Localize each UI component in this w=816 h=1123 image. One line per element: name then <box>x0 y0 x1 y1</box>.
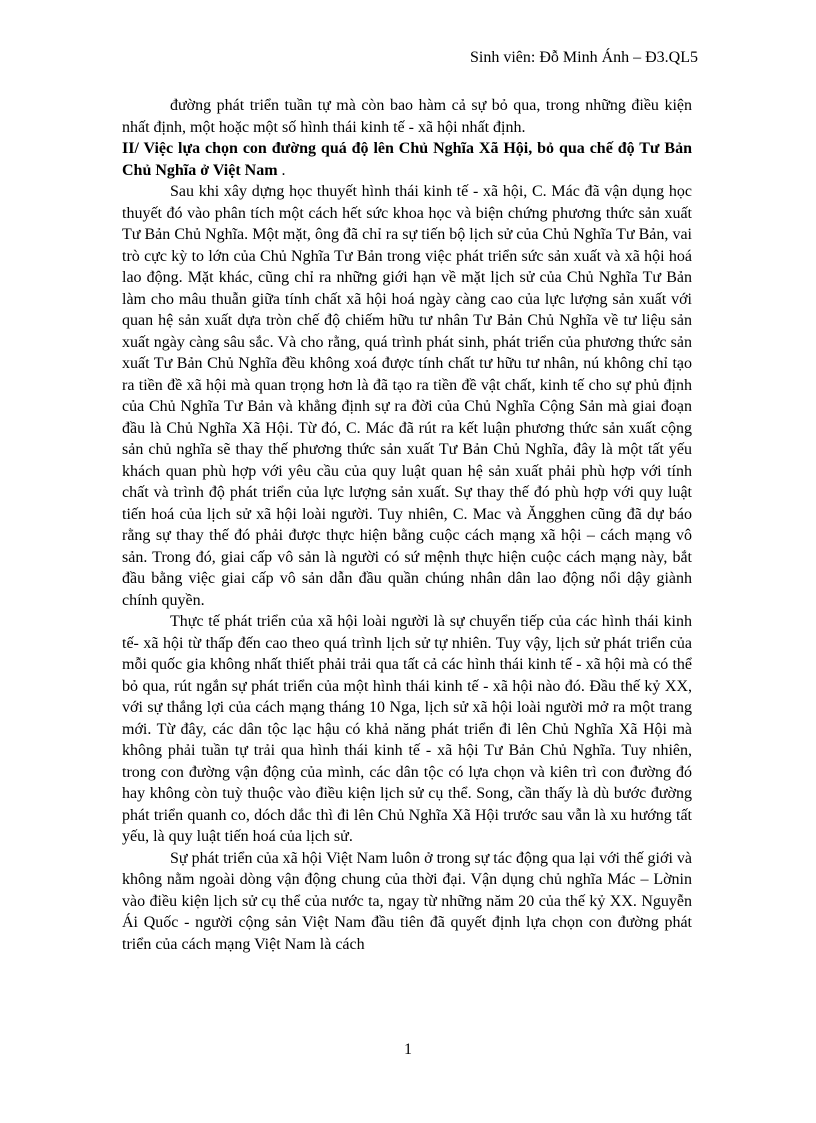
section-heading <box>122 138 692 181</box>
page-number: 1 <box>404 1041 412 1058</box>
intro-paragraph: đường phát triển tuần tự mà còn bao hàm cả sự bỏ qua, trong những điều kiện nhất định, một hoặc một số hình thái kinh tế - xã hội nhất định. <box>122 97 692 136</box>
document-body <box>122 95 692 955</box>
student-name-line: Sinh viên: Đỗ Minh Ánh – Đ3.QL5 <box>470 49 698 66</box>
body-paragraph-3: Sự phát triển của xã hội Việt Nam luôn ở trong sự tác động qua lại với thế giới và không nằm ngoài dòng vận động chung của thời đại. Vận dụng chủ nghĩa Mác – Lờnin vào điều kiện lịch sử cụ thể của nước ta, ngay từ những năm 20 của thế kỷ XX. Nguyễn Ái Quốc - người cộng sản Việt Nam đầu tiên đã quyết định lựa chọn con đường phát triển của cách mạng Việt Nam là cách <box>122 849 692 953</box>
section-heading-text: II/ Việc lựa chọn con đường quá độ lên Chủ Nghĩa Xã Hội, bỏ qua chế độ Tư Bản Chủ Nghĩa ở Việt Nam <box>122 140 692 179</box>
section-heading-tail: . <box>277 161 286 179</box>
page-header <box>470 48 698 68</box>
body-paragraph-1: Sau khi xây dựng học thuyết hình thái kinh tế - xã hội, C. Mác đã vận dụng học thuyết đó vào phân tích một cách hết sức khoa học và biện chứng phương thức sản xuất Tư Bản Chủ Nghĩa. Một mặt, ông đã chỉ ra sự tiến bộ lịch sử của Chủ Nghĩa Tư Bản, vai trò cực kỳ to lớn của Chủ Nghĩa Tư Bản trong việc phát triển sức sản xuất và xã hội hoá lao động. Mặt khác, cũng chỉ ra những giới hạn về mặt lịch sử của Chủ Nghĩa Tư Bản làm cho mâu thuẫn giữa tính chất xã hội hoá ngày càng cao của lực lượng sản xuất với quan hệ sản xuất dựa tròn chế độ chiếm hữu tư nhân Tư Bản Chủ Nghĩa về tư liệu sản xuất ngày càng sâu sắc. Và cho rằng, quá trình phát sinh, phát triển của phương thức sản xuất Tư Bản Chủ Nghĩa đều không xoá được tính chất tư hữu tư nhân, nú không chỉ tạo ra tiền đề xã hội mà quan trọng hơn là đã tạo ra tiền đề vật chất, kinh tế cho sự phủ định của Chủ Nghĩa Tư Bản và khẳng định sự ra đời của Chủ Nghĩa Cộng Sản mà giai đoạn đầu là Chủ Nghĩa Xã Hội. Từ đó, C. Mác đã rút ra kết luận phương thức sản xuất cộng sản chủ nghĩa sẽ thay thế phương thức sản xuất Tư Bản Chủ Nghĩa, đây là một tất yếu khách quan phù hợp với yêu cầu của quy luật quan hệ sản xuất phải phù hợp với tính chất và trình độ phát triển của lực lượng sản xuất. Sự thay thế đó phù hợp với quy luật tiến hoá của lịch sử xã hội loài người. Tuy nhiên, C. Mac và Ăngghen cũng đã dự báo rằng sự thay thế đó phải được thực hiện bằng cuộc cách mạng xã hội – cách mạng vô sản. Trong đó, giai cấp vô sản là người có sứ mệnh thực hiện cuộc cách mạng này, bắt đầu bằng việc giai cấp vô sản dẫn đầu quần chúng nhân dân lao động nổi dậy giành chính quyền. <box>122 183 692 609</box>
body-paragraph-2: Thực tế phát triển của xã hội loài người là sự chuyển tiếp của các hình thái kinh tế- xã hội từ thấp đến cao theo quá trình lịch sử tự nhiên. Tuy vậy, lịch sử phát triển của mỗi quốc gia không nhất thiết phải trải qua tất cả các hình thái kinh tế - xã hội mà có thể bỏ qua, rút ngắn sự phát triển của một hình thái kinh tế - xã hội nào đó. Đầu thế kỷ XX, với sự thắng lợi của cách mạng tháng 10 Nga, lịch sử xã hội loài người mở ra một trang mới. Từ đây, các dân tộc lạc hậu có khả năng phát triển đi lên Chủ Nghĩa Xã Hội mà không phải tuần tự trải qua hình thái kinh tế - xã hội Tư Bản Chủ Nghĩa. Tuy nhiên, trong con đường vận động của mình, các dân tộc có lựa chọn và kiên trì con đường đó hay không còn tuỳ thuộc vào điều kiện lịch sử cụ thể. Song, cần thấy là dù bước đường phát triển quanh co, dóch dắc thì đi lên Chủ Nghĩa Xã Hội trước sau vẫn là xu hướng tất yếu, là quy luật tiến hoá của lịch sử. <box>122 613 692 845</box>
